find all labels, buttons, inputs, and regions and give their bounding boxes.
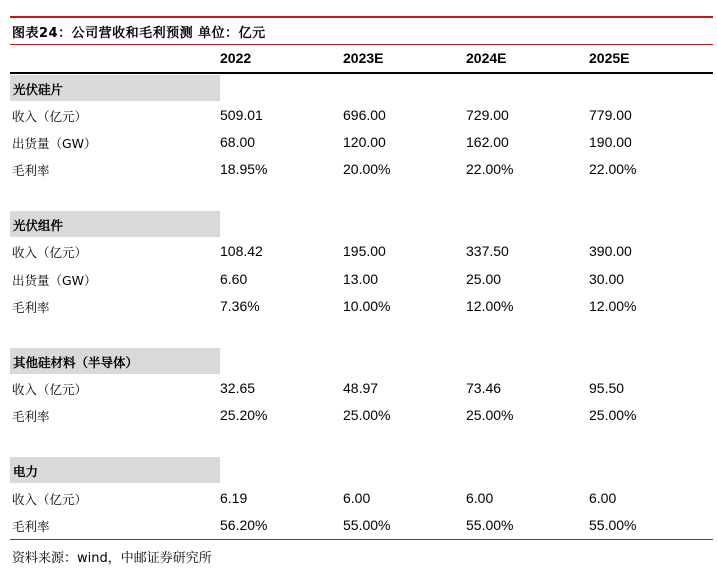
row-label-shipments: 出货量（GW） <box>12 273 97 288</box>
section-header-other-silicon <box>10 348 220 374</box>
section-header-power <box>10 457 220 483</box>
table-cell: 7.36% <box>220 298 260 314</box>
table-cell: 696.00 <box>343 107 386 123</box>
row-label-gross-margin: 毛利率 <box>12 163 50 178</box>
table-cell: 390.00 <box>589 243 632 259</box>
section-label: 光伏组件 <box>13 218 64 233</box>
table-cell: 10.00% <box>343 298 391 314</box>
table-cell: 25.00% <box>466 407 514 423</box>
table-cell: 729.00 <box>466 107 509 123</box>
table-cell: 12.00% <box>466 298 514 314</box>
table-cell: 6.00 <box>589 490 617 506</box>
table-cell: 55.00% <box>343 517 391 533</box>
table-cell: 30.00 <box>589 271 625 287</box>
section-label: 其他硅材料（半导体） <box>13 355 139 370</box>
row-label-shipments: 出货量（GW） <box>12 136 97 151</box>
table-cell: 68.00 <box>220 134 256 150</box>
table-cell: 337.50 <box>466 243 509 259</box>
source-note: 资料来源：wind，中邮证券研究所 <box>12 551 212 566</box>
table-cell: 18.95% <box>220 161 268 177</box>
table-cell: 25.00 <box>466 271 502 287</box>
year-header-2023e: 2023E <box>343 50 384 66</box>
table-cell: 509.01 <box>220 107 263 123</box>
table-cell: 25.20% <box>220 407 268 423</box>
table-cell: 162.00 <box>466 134 509 150</box>
table-cell: 22.00% <box>466 161 514 177</box>
row-label-revenue: 收入（亿元） <box>12 382 88 397</box>
table-cell: 13.00 <box>343 271 379 287</box>
row-label-gross-margin: 毛利率 <box>12 409 50 424</box>
row-label-revenue: 收入（亿元） <box>12 245 88 260</box>
row-label-gross-margin: 毛利率 <box>12 519 50 534</box>
header-bottom-rule <box>10 72 713 74</box>
footer-rule <box>10 539 713 540</box>
top-rule <box>10 16 713 18</box>
section-label: 光伏硅片 <box>13 82 64 97</box>
row-label-revenue: 收入（亿元） <box>12 109 88 124</box>
table-cell: 25.00% <box>589 407 637 423</box>
row-label-gross-margin: 毛利率 <box>12 300 50 315</box>
year-header-2024e: 2024E <box>466 50 507 66</box>
table-cell: 32.65 <box>220 380 256 396</box>
table-cell: 73.46 <box>466 380 502 396</box>
year-header-2022: 2022 <box>220 50 252 66</box>
table-cell: 56.20% <box>220 517 268 533</box>
table-cell: 95.50 <box>589 380 625 396</box>
table-cell: 6.00 <box>343 490 371 506</box>
table-title: 图表24：公司营收和毛利预测 单位：亿元 <box>12 26 266 41</box>
table-cell: 48.97 <box>343 380 379 396</box>
row-label-revenue: 收入（亿元） <box>12 492 88 507</box>
table-cell: 6.60 <box>220 271 248 287</box>
section-header-pv-module <box>10 211 220 237</box>
year-header-2025e: 2025E <box>589 50 630 66</box>
table-cell: 6.19 <box>220 490 248 506</box>
table-cell: 195.00 <box>343 243 386 259</box>
table-cell: 6.00 <box>466 490 494 506</box>
table-cell: 779.00 <box>589 107 632 123</box>
table-cell: 120.00 <box>343 134 386 150</box>
table-cell: 12.00% <box>589 298 637 314</box>
table-cell: 108.42 <box>220 243 263 259</box>
table-cell: 20.00% <box>343 161 391 177</box>
table-cell: 190.00 <box>589 134 632 150</box>
header-rule <box>10 44 713 45</box>
section-header-pv-wafer <box>10 75 220 101</box>
section-label: 电力 <box>13 464 39 479</box>
table-cell: 25.00% <box>343 407 391 423</box>
table-cell: 55.00% <box>466 517 514 533</box>
table-cell: 55.00% <box>589 517 637 533</box>
table-cell: 22.00% <box>589 161 637 177</box>
